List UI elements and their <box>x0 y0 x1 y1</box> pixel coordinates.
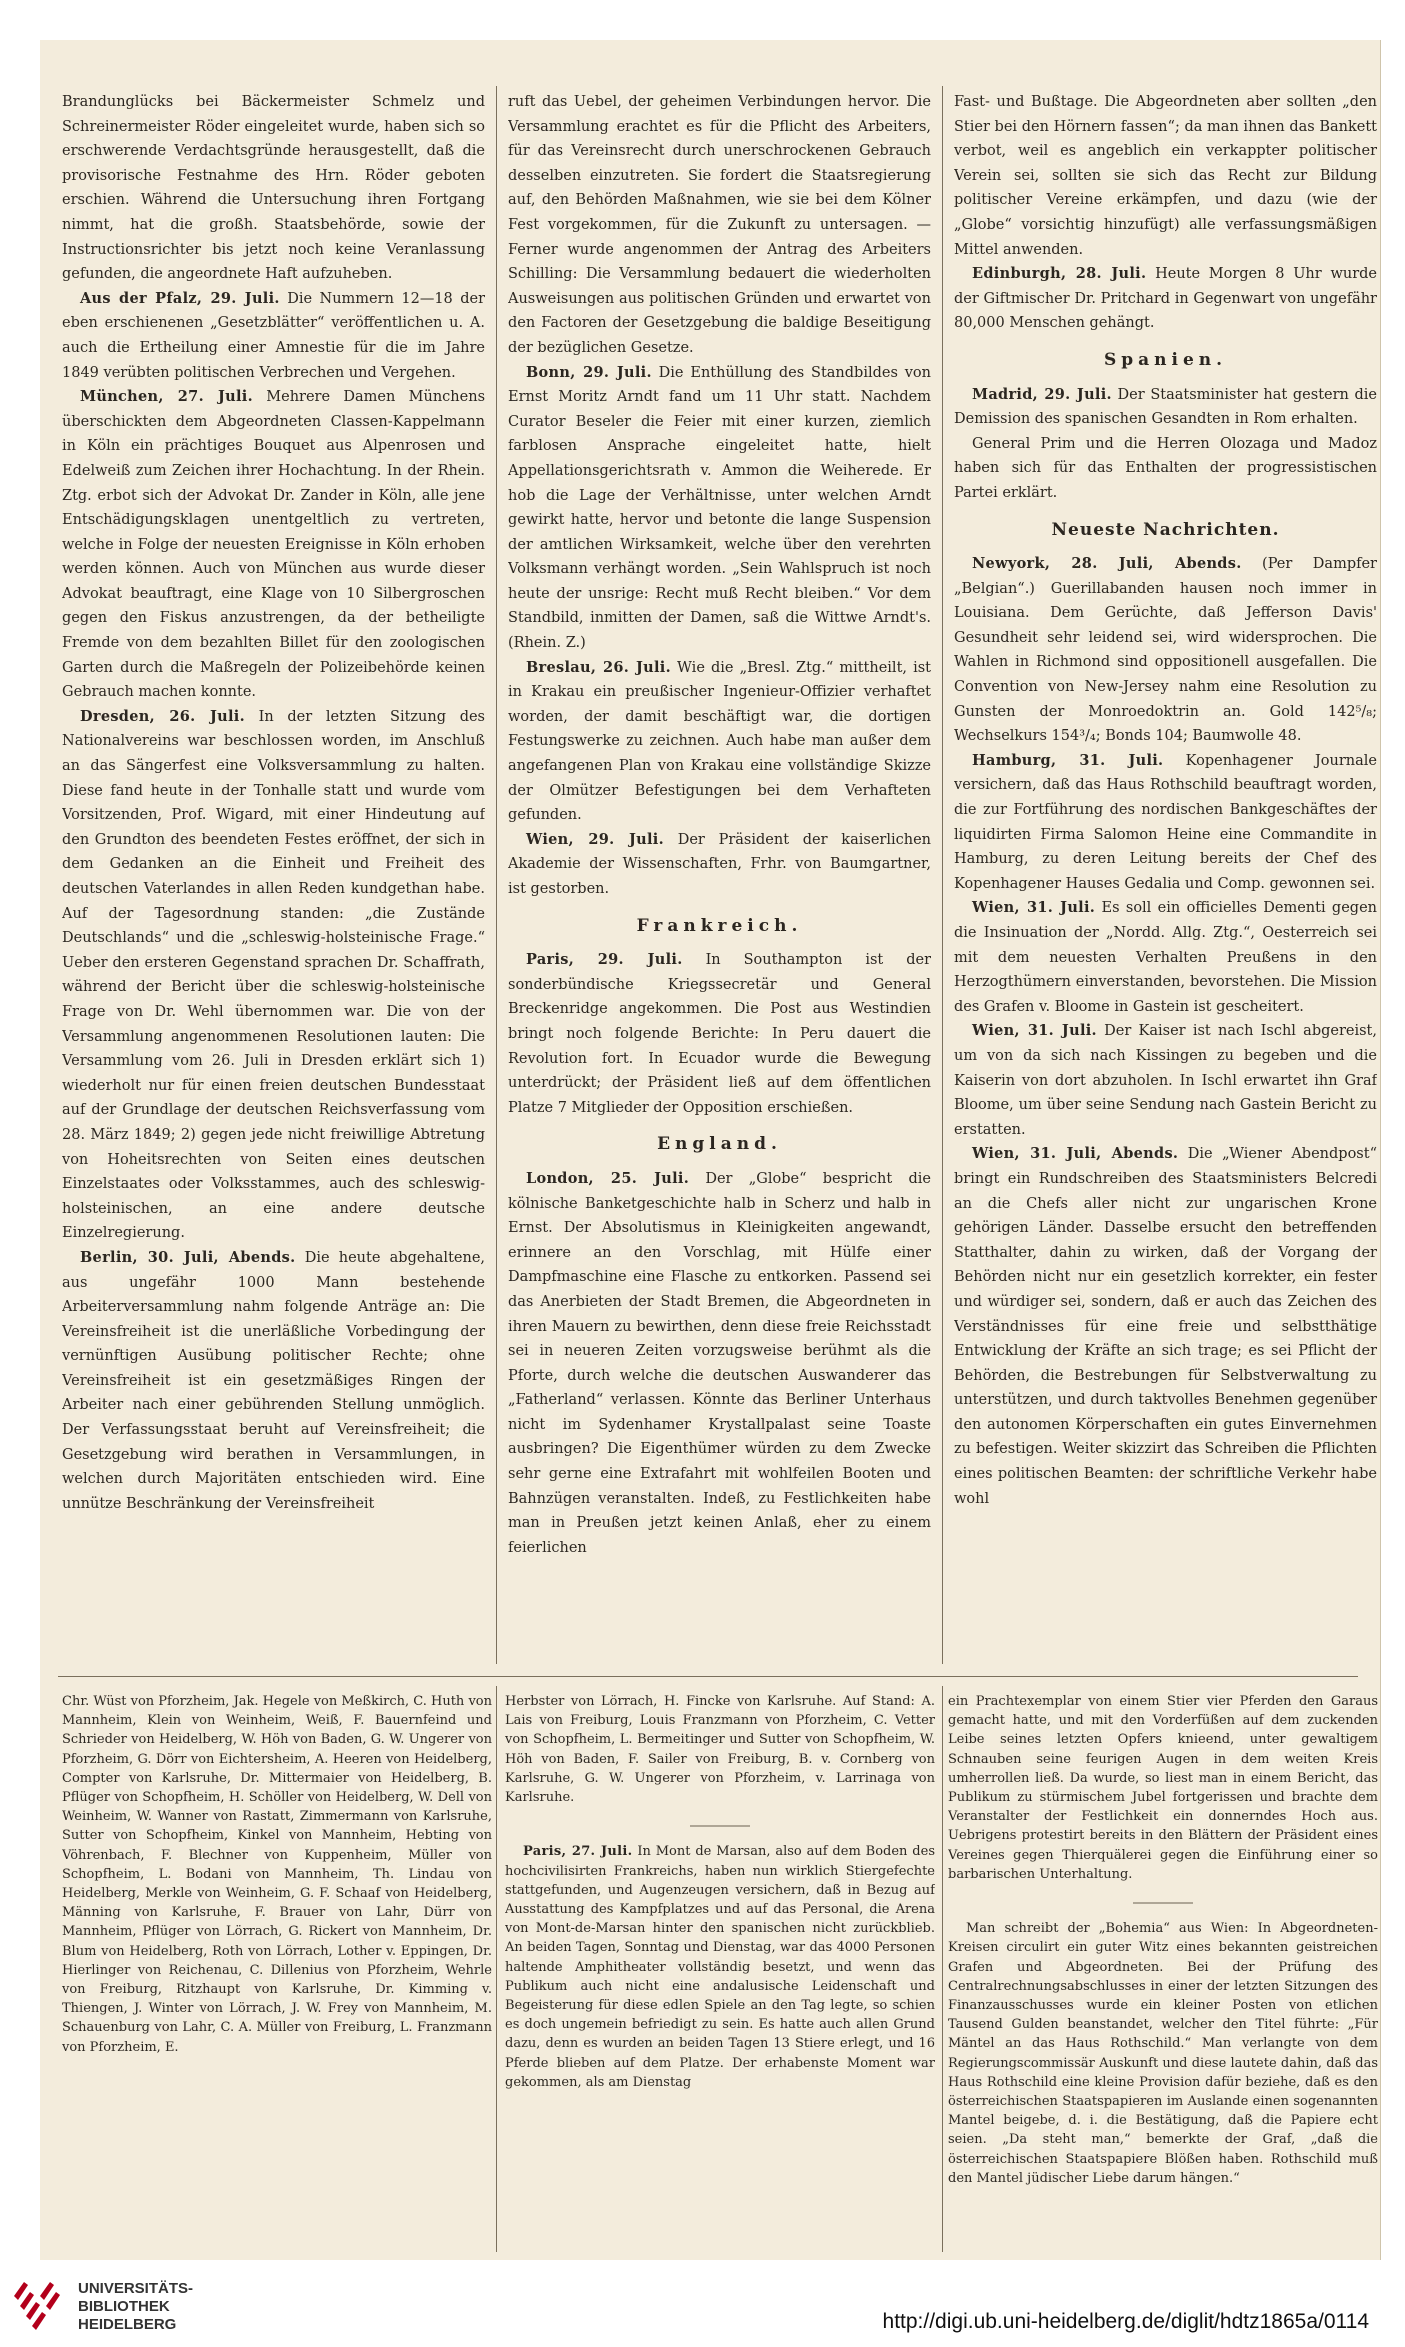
article-text: In Southampton ist der sonderbündische Kriegssecretär und General Breckenridge angekommen. Die Post aus Westindien bringt noch folgende Berichte: In Peru dauert die Revolution fort. In Ecuador wurde die Bewegung unterdrückt; der Präsident ließ auf dem öffentlichen Platze 7 Mitglieder der Opposition erschießen. <box>508 952 931 1116</box>
article-text: Der „Globe“ bespricht die kölnische Banketgeschichte halb in Scherz und halb in Ernst. Der Absolutismus in Kleinigkeiten angewandt, erinnere an den Vorschlag, mit Hülfe einer Dampfmaschine eine Flasche zu entkorken. Passend sei das Anerbieten der Stadt Bremen, die Abgeordneten in ihren Mauern zu bewirthen, denn diese freie Reichsstadt sei in neueren Zeiten vorzugsweise berühmt als die Pforte, durch welche die deutschen Auswanderer das „Fatherland“ verlassen. Könnte das Berliner Unterhaus nicht im Sydenhamer Krystallpalast seine Toaste ausbringen? Die Eigenthümer würden zu dem Zwecke sehr gerne eine Extrafahrt mit wohlfeilen Booten und Bahnzügen veranstalten. Indeß, zu Festlichkeiten habe man in Preußen jetzt keinen Anlaß, eher zu einem feierlichen <box>508 1170 931 1556</box>
article-paragraph <box>62 1692 492 2057</box>
dateline: Wien, 31. Juli. <box>972 1022 1097 1040</box>
article-text: Heute Morgen 8 Uhr wurde der Giftmischer Dr. Pritchard in Gegenwart von ungefähr 80,000 Menschen gehängt. <box>954 266 1377 332</box>
column-rule <box>942 86 943 1664</box>
dateline: Wien, 29. Juli. <box>526 830 664 848</box>
article-text: Die Enthüllung des Standbildes von Ernst Moritz Arndt fand um 11 Uhr statt. Nachdem Curator Beseler die Feier mit einer kurzen, ziemlich farblosen Ansprache eingeleitet hatte, hielt Appellationsgerichtsrath v. Ammon die Weiherede. Er hob die Lage der Verhältnisse, unter welchen Arndt gewirkt hatte, hervor und betonte die lange Suspension der amtlichen Wirksamkeit, welche über den verehrten Volksmann verhängt worden. „Sein Wahlspruch ist noch heute der unsrige: Recht muß Recht bleiben.“ Vor dem Standbild, inmitten der Damen, saß die Wittwe Arndt's. (Rhein. Z.) <box>508 364 931 652</box>
article-text: Mehrere Damen Münchens überschickten dem Abgeordneten Classen-Kappelmann in Köln ein prächtiges Bouquet aus Alpenrosen und Edelweiß zum Zeichen ihrer Hochachtung. In der Rhein. Ztg. erbot sich der Advokat Dr. Zander in Köln, alle jene Entschädigungsklagen unentgeltlich zu vertreten, welche in Folge der neuesten Ereignisse in Köln erhoben werden können. Auch von München aus wurde dieser Advokat beauftragt, eine Klage von 10 Silbergroschen gegen den Fiskus anzustrengen, da der betheiligte Fremde von dem bezahlten Billet für den zoologischen Garten durch die Maßregeln der Polizeibehörde keinen Gebrauch machen konnte. <box>62 389 485 701</box>
section-divider <box>505 1817 935 1836</box>
article-paragraph <box>62 705 485 1246</box>
article-text: Fast- und Bußtage. Die Abgeordneten aber sollten „den Stier bei den Hörnern fassen“; da man ihnen das Bankett verbot, weil es angeblich ein verkappter politischer Verein sei, sollten sie sich das Recht zur Bildung politischer Vereine erkämpfen, und dazu (wie der „Globe“ vorsichtig hinzufügt) alle verfassungsmäßigen Mittel anwenden. <box>954 94 1377 258</box>
article-paragraph <box>954 749 1377 897</box>
article-paragraph <box>62 385 485 705</box>
text-column-5 <box>505 1692 935 2252</box>
country-heading: Neueste Nachrichten. <box>1051 519 1280 540</box>
article-paragraph <box>954 1142 1377 1511</box>
article-paragraph <box>508 656 931 828</box>
permalink-url[interactable]: http://digi.ub.uni-heidelberg.de/diglit/hdtz1865a/0114 <box>882 2310 1369 2333</box>
article-paragraph <box>62 287 485 385</box>
dateline: Dresden, 26. Juli. <box>80 707 245 725</box>
article-text: Brandunglücks bei Bäckermeister Schmelz und Schreinermeister Röder eingeleitet wurde, haben sich so erschwerende Verdachtsgründe herausgestellt, daß die provisorische Festnahme des Hrn. Röder geboten erschien. Während die Untersuchung ihren Fortgang nimmt, hat die großh. Staatsbehörde, sowie der Instructionsrichter bis jetzt noch keine Veranlassung gefunden, die angeordnete Haft aufzuheben. <box>62 94 485 283</box>
article-paragraph <box>508 948 931 1120</box>
article-text: In der letzten Sitzung des Nationalvereins war beschlossen worden, im Anschluß an das Sängerfest eine Volksversammlung zu halten. Diese fand heute in der Tonhalle statt und wurde vom Vorsitzenden, Prof. Wigard, mit einer Hindeutung auf den Grundton des beendeten Festes eröffnet, der sich in dem Gedanken an die Einheit und Freiheit des deutschen Vaterlandes in allen Reden kundgethan habe. Auf der Tagesordnung standen: „die Zustände Deutschlands“ und die „schleswig-holsteinische Frage.“ Ueber den ersteren Gegenstand sprachen Dr. Schaffrath, während der Bericht über die schleswig-holsteinische Frage von Dr. Wehl übernommen war. Die von der Versammlung angenommenen Resolutionen lauten: Die Versammlung vom 26. Juli in Dresden erklärt sich 1) wiederholt nur für einen freien deutschen Bundesstaat auf der Grundlage der deutschen Reichsverfassung vom 28. März 1849; 2) gegen jede nicht freiwillige Abtretung von Hoheitsrechten von Seiten eines deutschen Einzelstaates oder Volksstammes, auch des schleswig-holsteinischen, an eine andere deutsche Einzelregierung. <box>62 708 485 1242</box>
article-paragraph <box>62 90 485 287</box>
dateline: Paris, 29. Juli. <box>526 951 683 969</box>
dateline: Aus der Pfalz, 29. Juli. <box>80 289 280 307</box>
article-paragraph <box>954 896 1377 1019</box>
section-rule <box>58 1676 1358 1677</box>
article-text: Es soll ein officielles Dementi gegen die Insinuation der „Nordd. Allg. Ztg.“, Oesterreich sei mit dem neuesten Verhalten Preußens in den Herzogthümern einverstanden, bevorstehen. Die Mission des Grafen v. Bloome in Gastein ist gescheitert. <box>954 900 1377 1015</box>
article-text: (Per Dampfer „Belgian“.) Guerillabanden hausen noch immer in Louisiana. Dem Gerüchte, daß Jefferson Davis' Gesundheit sehr leidend sei, wird widersprochen. Die Wahlen in Richmond sind oppositionell ausgefallen. Die Convention von New-Jersey nahm eine Resolution zu Gunsten der Monroedoktrin an. Gold 142⁵/₈; Wechselkurs 154³/₄; Bonds 104; Baumwolle 48. <box>954 556 1377 745</box>
dateline: Newyork, 28. Juli, Abends. <box>972 555 1242 573</box>
library-name-line-1: UNIVERSITÄTS- <box>78 2280 194 2297</box>
column-rule <box>496 86 497 1664</box>
article-text: Die Nummern 12—18 der eben erschienenen „Gesetzblätter“ veröffentlichen u. A. auch die Ertheilung einer Amnestie für die im Jahre 1849 verübten politischen Verbrechen und Vergehen. <box>62 290 485 381</box>
country-heading: Spanien. <box>1103 349 1228 370</box>
article-paragraph <box>954 383 1377 432</box>
text-column-6 <box>948 1692 1378 2252</box>
newspaper-page <box>40 40 1381 2260</box>
dateline: Edinburgh, 28. Juli. <box>972 265 1147 283</box>
article-text: Man schreibt der „Bohemia“ aus Wien: In Abgeordneten-Kreisen circulirt ein guter Witz eines bekannten geistreichen Grafen und Abgeordneten. Bei der Prüfung des Centralrechnungsabschlusses in einer der letzten Sitzungen des Finanzausschusses wurde ein kleiner Posten von etlichen Tausend Gulden beanstandet, welcher den Titel führte: „Für Mäntel an das Haus Rothschild.“ Man verlangte von dem Regierungscommissär Auskunft und diese lautete dahin, daß das Haus Rothschild eine kleine Provision dafür beziehe, daß es den österreichischen Staatspapieren im Auslande einen sogenannten Mantel beigebe, d. i. die Bestätigung, daß die Papiere echt seien. „Da steht man,“ bemerkte der Graf, „daß die österreichischen Staatspapiere Blößen haben. Rothschild muß den Mantel jüdischer Liebe darum hängen.“ <box>948 1921 1378 2186</box>
article-paragraph <box>508 828 931 902</box>
article-text: Der Staatsminister hat gestern die Demission des spanischen Gesandten in Rom erhalten. <box>954 386 1377 428</box>
text-column-3 <box>954 90 1377 1660</box>
article-paragraph <box>62 1246 485 1517</box>
article-text: Der Präsident der kaiserlichen Akademie der Wissenschaften, Frhr. von Baumgartner, ist gestorben. <box>508 831 931 897</box>
article-paragraph <box>508 361 931 656</box>
article-text: In Mont de Marsan, also auf dem Boden des hochcivilisirten Frankreichs, haben nun wirklich Stiergefechte stattgefunden, und Augenzeugen versichern, daß in Bezug auf Ausstattung des Kampfplatzes und auf das Personal, die Arena von Mont-de-Marsan hinter den spanischen nicht zurückblieb. An beiden Tagen, Sonntag und Dienstag, war das 4000 Personen haltende Amphitheater vollständig besetzt, und wenn das Publikum auch nicht eine andalusische Leidenschaft und Begeisterung für diese edlen Spiele an den Tag legte, so schien es doch ungemein befriedigt zu sein. Es hatte auch allen Grund dazu, denn es wurden an beiden Tagen 13 Stiere erlegt, und 16 Pferde blieben auf dem Platze. Der erhabenste Moment war gekommen, als am Dienstag <box>505 1844 935 2090</box>
dateline: Wien, 31. Juli. <box>972 899 1096 917</box>
article-paragraph <box>508 90 931 361</box>
text-column-4 <box>62 1692 492 2252</box>
section-divider <box>948 1894 1378 1913</box>
library-name <box>78 2280 193 2334</box>
article-text: Wie die „Bresl. Ztg.“ mittheilt, ist in Krakau ein preußischer Ingenieur-Offizier verhaftet worden, der damit beschäftigt war, die dortigen Festungswerke zu zeichnen. Auch habe man außer dem angefangenen Plan von Krakau eine vollständige Skizze der Olmützer Befestigungen bei dem Verhafteten gefunden. <box>508 659 931 824</box>
text-column-2 <box>508 90 931 1660</box>
library-name-line-2: BIBLIOTHEK <box>78 2298 170 2315</box>
dateline: Wien, 31. Juli, Abends. <box>972 1145 1179 1163</box>
dateline: Berlin, 30. Juli, Abends. <box>80 1248 296 1266</box>
dateline: London, 25. Juli. <box>526 1169 690 1187</box>
article-text: Kopenhagener Journale versichern, daß das Haus Rothschild beauftragt worden, die zur Fortführung des nordischen Bankgeschäftes der liquidirten Firma Salomon Heine eine Commandite in Hamburg, zu deren Leitung bereits der Chef des Kopenhagener Hauses Gedalia und Comp. gewonnen sei. <box>954 752 1377 892</box>
dateline: Breslau, 26. Juli. <box>526 658 671 676</box>
article-text: General Prim und die Herren Olozaga und Madoz haben sich für das Enthalten der progressistischen Partei erklärt. <box>954 435 1377 501</box>
article-text: Die „Wiener Abendpost“ bringt ein Rundschreiben des Staatsministers Belcredi an die Chefs aller nicht zur ungarischen Krone gehörigen Länder. Dasselbe ersucht den betreffenden Statthalter, dahin zu wirken, daß der Vorgang der Behörden nicht nur ein gesetzlich korrekter, ein fester und würdiger sei, sondern, daß er auch das Zeichen des Verständnisses für eine freie und selbstthätige Entwicklung der Kräfte an sich trage; es sei Pflicht der Behörden, die Bestrebungen für Selbstverwaltung zu unterstützen, und durch taktvolles Benehmen gegenüber den autonomen Körperschaften ein gutes Einvernehmen zu befestigen. Weiter skizzirt das Schreiben die Pflichten eines politischen Beamten: der schriftliche Verkehr habe wohl <box>954 1146 1377 1507</box>
dateline: Madrid, 29. Juli. <box>972 385 1112 403</box>
article-text: Herbster von Lörrach, H. Fincke von Karlsruhe. Auf Stand: A. Lais von Freiburg, Louis Franzmann von Pforzheim, C. Vetter von Schopfheim, L. Bermeitinger und Sutter von Schopfheim, W. Höh von Baden, F. Sailer von Freiburg, B. v. Cornberg von Karlsruhe, G. W. Ungerer von Pforzheim, v. Larrinaga von Karlsruhe. <box>505 1694 935 1806</box>
country-heading: Frankreich. <box>636 915 803 936</box>
column-rule <box>942 1686 943 2252</box>
article-paragraph <box>948 1692 1378 1884</box>
article-paragraph <box>508 1167 931 1561</box>
dateline: Hamburg, 31. Juli. <box>972 751 1164 769</box>
article-text: ruft das Uebel, der geheimen Verbindungen hervor. Die Versammlung erachtet es für die Pflicht des Arbeiters, für das Vereinsrecht durch unerschrockenen Gebrauch desselben einzutreten. Sie fordert die Staatsregierung auf, den Behörden Maßnahmen, wie sie bei dem Kölner Fest vorgekommen, für die Zukunft zu untersagen. — Ferner wurde angenommen der Antrag des Arbeiters Schilling: Die Versammlung bedauert die wiederholten Ausweisungen aus politischen Gründen und erwartet von den Factoren der Gesetzgebung die baldige Beseitigung der bezüglichen Gesetze. <box>508 94 931 356</box>
dateline: München, 27. Juli. <box>80 388 253 406</box>
library-footer <box>0 2260 1405 2347</box>
column-rule <box>496 1686 497 2252</box>
university-library-logo-icon <box>10 2276 70 2332</box>
article-paragraph <box>505 1842 935 2092</box>
country-heading: England. <box>657 1134 782 1155</box>
article-paragraph <box>948 1919 1378 2188</box>
article-text: Die heute abgehaltene, aus ungefähr 1000 Mann bestehende Arbeiterversammlung nahm folgende Anträge an: Die Vereinsfreiheit ist die unerläßliche Vorbedingung der vernünftigen Ausübung politischer Rechte; ohne Vereinsfreiheit ist ein gesetzmäßiges Ringen der Arbeiter nach einer gebührenden Stellung unmöglich. Der Verfassungsstaat beruht auf Vereinsfreiheit; die Gesetzgebung wird berathen in Versammlungen, in welchen durch Majoritäten entschieden wird. Eine unnütze Beschränkung der Vereinsfreiheit <box>62 1249 485 1512</box>
library-name-line-3: HEIDELBERG <box>78 2316 177 2333</box>
article-paragraph <box>954 90 1377 262</box>
article-text: Chr. Wüst von Pforzheim, Jak. Hegele von Meßkirch, C. Huth von Mannheim, Klein von Weinheim, Weiß, F. Bauernfeind und Schrieder von Heidelberg, W. Höh von Baden, G. W. Ungerer von Pforzheim, G. Dörr von Eichtersheim, A. Heeren von Heidelberg, Compter von Karlsruhe, Dr. Mittermaier von Heidelberg, B. Pflüger von Schopfheim, H. Schöller von Heidelberg, W. Dell von Weinheim, W. Wanner von Rastatt, Zimmermann von Karlsruhe, Sutter von Schopfheim, Kinkel von Mannheim, Hebting von Vöhrenbach, F. Blechner von Kuppenheim, Müller von Schopfheim, L. Bodani von Mannheim, Th. Lindau von Heidelberg, Merkle von Weinheim, G. F. Schaaf von Heidelberg, Männing von Karlsruhe, F. Brauer von Lahr, Dürr von Mannheim, Pflüger von Lörrach, G. Rickert von Mannheim, Dr. Blum von Heidelberg, Roth von Lörrach, Lother v. Eppingen, Dr. Hierlinger von Reichenau, C. Dillenius von Pforzheim, Wehrle von Freiburg, Ritzhaupt von Karlsruhe, Dr. Kimming v. Thiengen, J. Winter von Lörrach, J. W. Frey von Mannheim, M. Schauenburg von Lahr, C. A. Müller von Freiburg, L. Franzmann von Pforzheim, E. <box>62 1694 492 2055</box>
article-paragraph <box>954 1019 1377 1142</box>
article-text: Der Kaiser ist nach Ischl abgereist, um von da sich nach Kissingen zu begeben und die Kaiserin von dort abzuholen. In Ischl erwartet ihn Graf Bloome, um über seine Sendung nach Gastein Bericht zu erstatten. <box>954 1023 1377 1138</box>
dateline: Paris, 27. Juli. <box>523 1844 633 1860</box>
text-column-1 <box>62 90 485 1660</box>
dateline: Bonn, 29. Juli. <box>526 363 652 381</box>
article-paragraph <box>954 552 1377 749</box>
article-text: ein Prachtexemplar von einem Stier vier Pferden den Garaus gemacht hatte, und mit den Vorderfüßen auf dem zuckenden Leibe seines letzten Opfers knieend, unter gewaltigem Schnauben seine feurigen Augen in dem weiten Kreis umherrollen ließ. Da wurde, so liest man in einem Bericht, das Publikum zu stürmischem Jubel fortgerissen und brachte dem Veranstalter der Festlichkeit ein donnerndes Hoch aus. Uebrigens protestirt bereits in den Blättern der Präsident eines Vereines gegen Thierquälerei gegen die Einführung einer so barbarischen Unterhaltung. <box>948 1694 1378 1882</box>
article-paragraph <box>954 262 1377 336</box>
article-paragraph <box>505 1692 935 1807</box>
article-paragraph <box>954 432 1377 506</box>
